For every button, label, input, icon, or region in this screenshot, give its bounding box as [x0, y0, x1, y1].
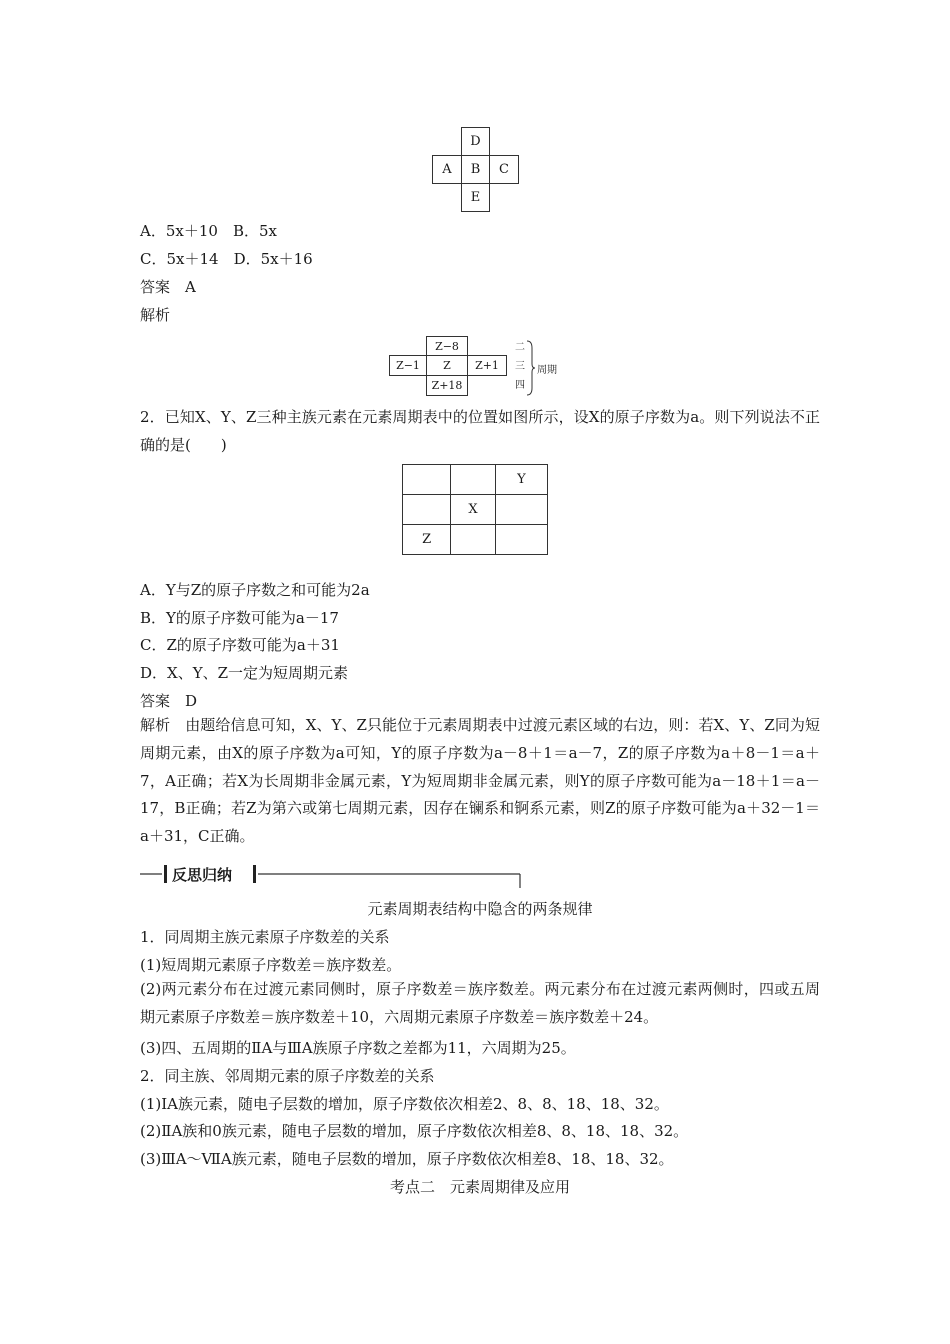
rule-1-heading: 1．同周期主族元素原子序数差的关系 [140, 928, 390, 946]
next-section-heading: 考点二 元素周期律及应用 [389, 1178, 570, 1196]
period-2: 二 [515, 342, 525, 353]
q1-options-row2 [140, 249, 820, 269]
xyz-grid [402, 464, 548, 555]
reflection-title: 元素周期表结构中隐含的两条规律 [367, 900, 593, 918]
q2-option-a: A．Y与Z的原子序数之和可能为2a [140, 581, 370, 599]
q1-answer: 答案 A [140, 278, 196, 296]
q2-answer: 答案 D [140, 692, 198, 710]
rule-1-item-3: (3)四、五周期的ⅡA与ⅢA族原子序数之差都为11，六周期为25。 [140, 1039, 576, 1057]
q1-option-b: B．5x [232, 222, 277, 240]
cell-z-plus-1: Z+1 [467, 355, 507, 376]
cell-z-grid: Z [403, 525, 451, 555]
period-label: 周期 [537, 365, 557, 376]
cell-x: X [451, 495, 495, 525]
rule-2-item-3: (3)ⅢA～ⅦA族元素，随电子层数的增加，原子序数依次相差8、18、18、32。 [140, 1150, 674, 1168]
rule-1-item-1: (1)短周期元素原子序数差＝族序数差。 [140, 956, 402, 974]
cell-z-minus-8: Z−8 [426, 336, 468, 356]
brace-icon [526, 340, 536, 396]
rule-2-heading: 2．同主族、邻周期元素的原子序数差的关系 [140, 1067, 435, 1085]
cell-b: B [461, 155, 490, 184]
q1-option-d: D．5x＋16 [233, 250, 313, 268]
cell-z-plus-18: Z+18 [426, 375, 468, 396]
q2-stem: 2．已知X、Y、Z三种主族元素在元素周期表中的位置如图所示，设X的原子序数为a。则下列说法不正确的是( ) [140, 408, 820, 454]
rule-1-item-2: (2)两元素分布在过渡元素同侧时，原子序数差＝族序数差。两元素分布在过渡元素两侧时，四或五周期元素原子序数差＝族序数差＋10，六周期元素原子序数差＝族序数差＋24。 [140, 980, 820, 1026]
q2-analysis: 解析 由题给信息可知，X、Y、Z只能位于元素周期表中过渡元素区域的右边，则：若X、Y、Z同为短周期元素，由X的原子序数为a可知，Y的原子序数为a－8＋1＝a－7，Z的原子序数为a＋8－1＝a＋7，A正确；若X为长周期非金属元素，Y为短周期非金属元素，则Y的原子序数可能为a－18＋1＝a－17，B正确；若Z为第六或第七周期元素，因存在镧系和锕系元素，则Z的原子序数可能为a＋32－1＝a＋31，C正确。 [140, 716, 820, 846]
cell-z-minus-1: Z−1 [389, 355, 427, 376]
banner-title: 反思归纳 [172, 866, 233, 884]
q1-option-c: C．5x＋14 [140, 250, 219, 268]
q2-option-d: D．X、Y、Z一定为短周期元素 [140, 664, 349, 682]
q2-option-b: B．Y的原子序数可能为a－17 [140, 609, 339, 627]
q1-analysis-label: 解析 [140, 306, 171, 324]
period-4: 四 [515, 380, 525, 391]
cell-a: A [432, 155, 462, 184]
cell-c: C [489, 155, 519, 184]
q2-option-c: C．Z的原子序数可能为a＋31 [140, 636, 340, 654]
cell-z: Z [426, 355, 468, 376]
cell-e: E [461, 183, 490, 212]
period-3: 三 [515, 361, 525, 372]
q1-options-row1 [140, 221, 820, 241]
q1-option-a: A．5x＋10 [140, 222, 218, 240]
rule-2-item-2: (2)ⅡA族和0族元素，随电子层数的增加，原子序数依次相差8、8、18、18、32。 [140, 1122, 689, 1140]
reflection-banner [140, 862, 522, 888]
cell-d: D [461, 127, 490, 156]
cell-y: Y [495, 465, 547, 495]
period-numbers [513, 338, 527, 395]
rule-2-item-1: (1)ⅠA族元素，随电子层数的增加，原子序数依次相差2、8、8、18、18、32。 [140, 1095, 669, 1113]
